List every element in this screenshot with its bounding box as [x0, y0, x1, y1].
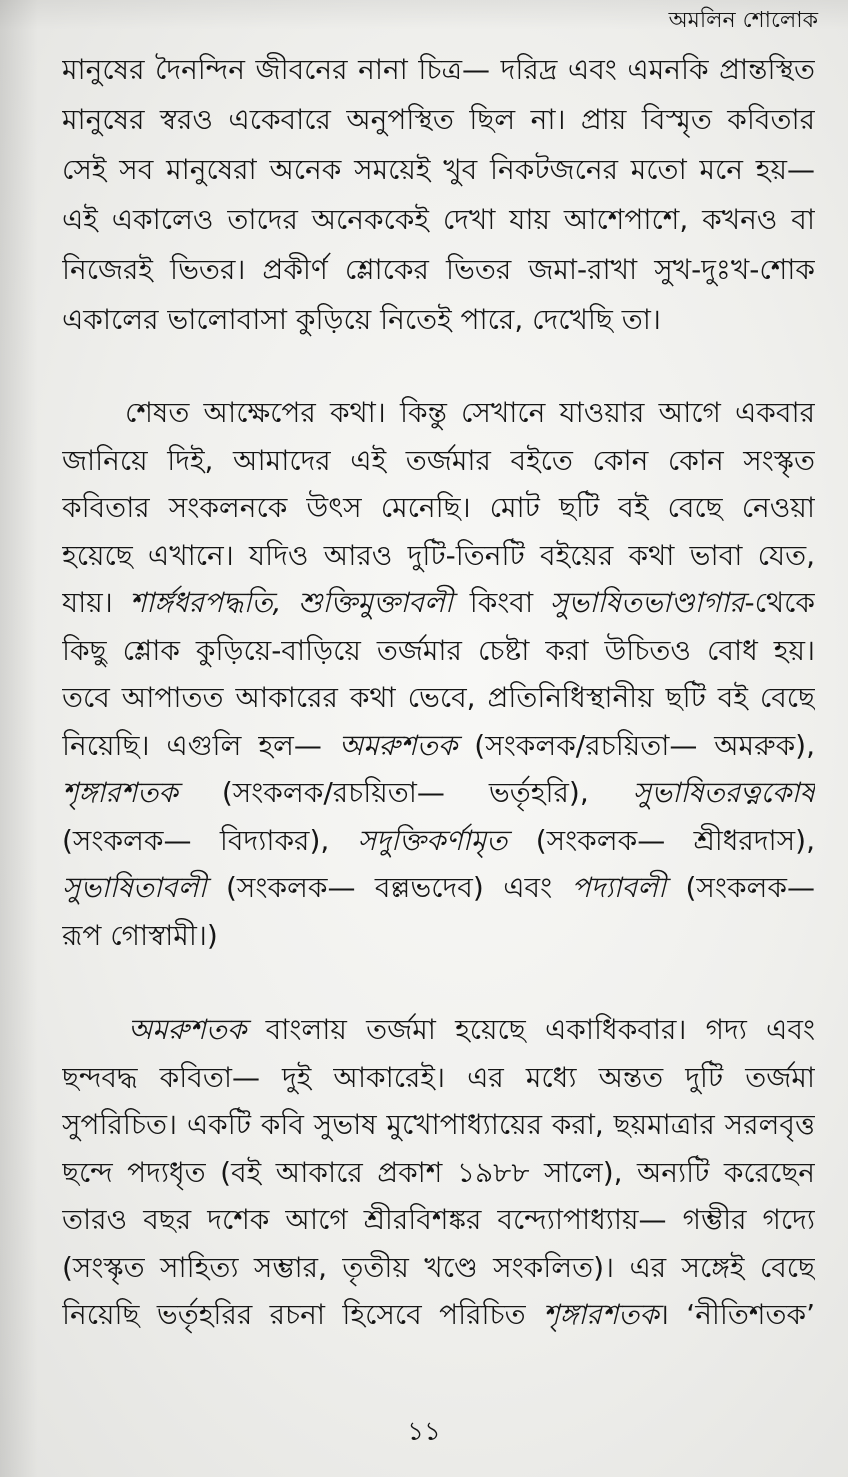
text-segment: (সংকলক— বল্লভদেব) এবং: [206, 871, 572, 904]
text-segment: নিয়েছি ভর্তৃহরির রচনা হিসেবে পরিচিত: [62, 1298, 544, 1331]
paragraph-2-line-1: শেষত আক্ষেপের কথা। কিন্তু সেখানে যাওয়ার আগে একবার: [125, 396, 815, 429]
paragraph-3-line-2: ছন্দবদ্ধ কবিতা— দুই আকারেই। এর মধ্যে অন্তত দুটি তর্জমা: [62, 1060, 815, 1094]
page-number: ১১: [407, 1417, 441, 1447]
text-segment: নিয়েছি। এগুলি হল—: [62, 728, 339, 762]
paragraph-1-line-3: সেই সব মানুষেরা অনেক সময়েই খুব নিকটজনের মতো মনে হয়—: [62, 153, 815, 186]
paragraph-1-line-1: মানুষের দৈনন্দিন জীবনের নানা চিত্র— দরিদ্র এবং এমনকি প্রান্তস্থিত: [62, 53, 815, 86]
paragraph-2-line-10: [62, 817, 815, 865]
book-title: সদুক্তিকর্ণামৃত: [357, 823, 508, 857]
text-segment: (সংকলক/রচয়িতা— ভর্তৃহরি),: [177, 776, 633, 809]
text-segment: -থেকে: [744, 586, 815, 619]
paragraph-3-line-7: [62, 1291, 815, 1339]
book-title: সুভাষিতভাণ্ডাগার: [549, 586, 745, 619]
paragraph-2-line-12: রূপ গোস্বামী।): [62, 918, 218, 952]
paragraph-1: [62, 45, 815, 345]
book-title: শৃঙ্গারশতক: [543, 1298, 659, 1331]
paragraph-2-line-7: তবে আপাতত আকারের কথা ভেবে, প্রতিনিধিস্থানীয় ছটি বই বেছে: [62, 681, 815, 714]
paragraph-3-line-3: সুপরিচিত। একটি কবি সুভাষ মুখোপাধ্যায়ের করা, ছয়মাত্রার সরলবৃত্ত: [62, 1108, 815, 1141]
book-title: সুভাষিতাবলী: [62, 871, 207, 904]
paragraph-2-line-6: কিছু শ্লোক কুড়িয়ে-বাড়িয়ে তর্জমার চেষ্টা করা উচিতও বোধ হয়।: [62, 633, 815, 667]
text-segment: (সংকলক— শ্রীধরদাস),: [507, 823, 815, 857]
paragraph-2-line-11: [62, 864, 815, 912]
text-segment: (সংকলক/রচয়িতা— অমরুক),: [457, 728, 815, 762]
paragraph-1-line-5: নিজেরই ভিতর। প্রকীর্ণ শ্লোকের ভিতর জমা-রাখা সুখ-দুঃখ-শোক: [62, 253, 815, 286]
paragraph-2: [62, 389, 815, 959]
paragraph-3-line-6: (সংস্কৃত সাহিত্য সম্ভার, তৃতীয় খণ্ডে সংকলিত)। এর সঙ্গেই বেছে: [62, 1250, 815, 1284]
book-title: অমরুশতক: [128, 1013, 247, 1046]
paragraph-1-line-2: মানুষের স্বরও একেবারে অনুপস্থিত ছিল না। প্রায় বিস্মৃত কবিতার: [62, 103, 815, 136]
paragraph-3: [62, 1006, 815, 1339]
text-segment: (সংকলক— বিদ্যাকর),: [62, 823, 358, 857]
book-title: পদ্যাবলী: [571, 871, 667, 904]
paragraph-1-line-6: একালের ভালোবাসা কুড়িয়ে নিতেই পারে, দেখেছি তা।: [62, 303, 661, 336]
running-head: অমলিন শোলোক: [668, 8, 818, 33]
text-segment: কিংবা: [452, 586, 550, 619]
paragraph-2-line-9: [62, 769, 815, 817]
paragraph-2-line-8: [62, 722, 815, 770]
text-segment: । ‘নীতিশতক’: [658, 1298, 815, 1331]
paragraph-3-line-5: তারও বছর দশেক আগে শ্রীরবিশঙ্কর বন্দ্যোপাধ্যায়— গম্ভীর গদ্যে: [62, 1203, 815, 1236]
paragraph-1-line-4: এই একালেও তাদের অনেককেই দেখা যায় আশেপাশে, কখনও বা: [62, 203, 815, 236]
paragraph-3-line-1: [62, 1006, 815, 1054]
paragraph-2-line-3: কবিতার সংকলনকে উৎস মেনেছি। মোট ছটি বই বেছে নেওয়া: [62, 491, 815, 524]
paragraph-2-line-4: হয়েছে এখানে। যদিও আরও দুটি-তিনটি বইয়ের কথা ভাবা যেত,: [62, 538, 815, 572]
book-title: শৃঙ্গারশতক: [62, 776, 178, 809]
paragraph-2-line-5: [62, 579, 815, 627]
text-segment: যায়।: [62, 586, 130, 619]
book-title: অমরুশতক: [338, 728, 458, 762]
text-segment: (সংকলক—: [666, 871, 815, 904]
text-segment: বাংলায় তর্জমা হয়েছে একাধিকবার। গদ্য এবং: [246, 1013, 815, 1046]
paragraph-3-line-4: ছন্দে পদ্যধৃত (বই আকারে প্রকাশ ১৯৮৮ সালে), অন্যটি করেছেন: [62, 1155, 815, 1189]
book-title: শার্ঙ্গধরপদ্ধতি, শুক্তিমুক্তাবলী: [129, 586, 453, 619]
book-title: সুভাষিতরত্নকোষ: [632, 776, 815, 809]
paragraph-2-line-2: জানিয়ে দিই, আমাদের এই তর্জমার বইতে কোন কোন সংস্কৃত: [62, 443, 815, 477]
